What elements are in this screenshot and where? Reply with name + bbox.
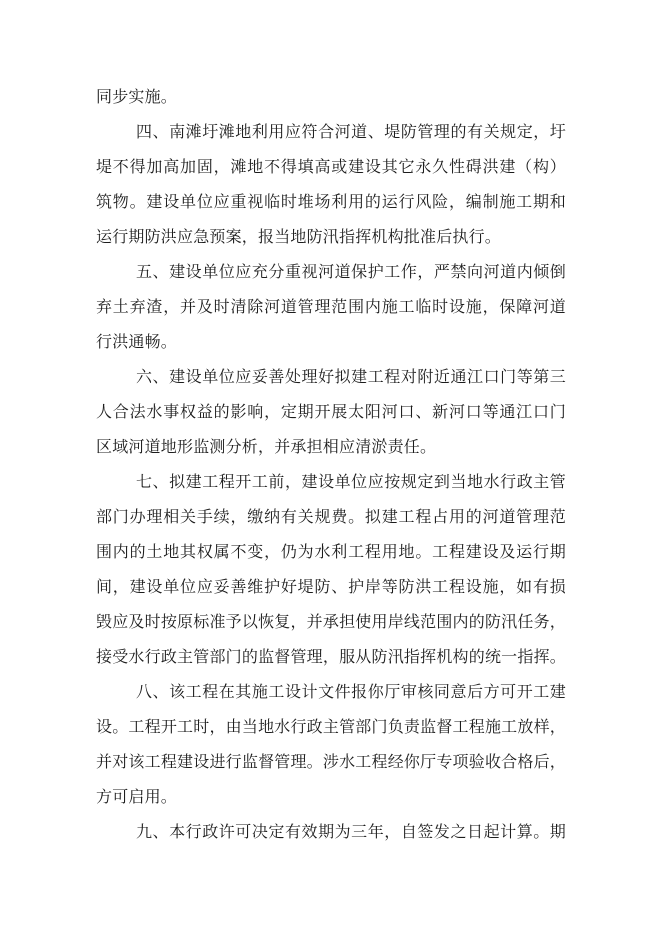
text-line: 筑物。建设单位应重视临时堆场利用的运行风险，编制施工期和 bbox=[96, 194, 566, 211]
text-line: 七、拟建工程开工前，建设单位应按规定到当地水行政主管 bbox=[136, 474, 566, 491]
document-body bbox=[96, 80, 566, 850]
text-line: 部门办理相关手续，缴纳有关规费。拟建工程占用的河道管理范 bbox=[96, 509, 566, 526]
text-line: 接受水行政主管部门的监督管理，服从防汛指挥机构的统一指挥。 bbox=[96, 649, 566, 666]
text-line: 毁应及时按原标准予以恢复，并承担使用岸线范围内的防汛任务， bbox=[96, 614, 566, 631]
text-line: 方可启用。 bbox=[96, 789, 178, 806]
item-8 bbox=[96, 675, 566, 815]
text-line: 六、建设单位应妥善处理好拟建工程对附近通江口门等第三 bbox=[136, 369, 566, 386]
item-7 bbox=[96, 465, 566, 675]
text-line: 运行期防洪应急预案，报当地防汛指挥机构批准后执行。 bbox=[96, 229, 502, 246]
paragraph-tail bbox=[96, 80, 566, 115]
item-5 bbox=[96, 255, 566, 360]
text-line: 围内的土地其权属不变，仍为水利工程用地。工程建设及运行期 bbox=[96, 544, 566, 561]
text-line: 弃土弃渣，并及时清除河道管理范围内施工临时设施，保障河道 bbox=[96, 299, 566, 316]
text-line: 行洪通畅。 bbox=[96, 334, 178, 351]
text-line: 同步实施。 bbox=[96, 89, 178, 106]
text-line: 并对该工程建设进行监督管理。涉水工程经你厅专项验收合格后， bbox=[96, 754, 566, 771]
text-line: 五、建设单位应充分重视河道保护工作，严禁向河道内倾倒 bbox=[136, 264, 566, 281]
text-line: 堤不得加高加固，滩地不得填高或建设其它永久性碍洪建（构） bbox=[96, 159, 566, 176]
item-9 bbox=[96, 815, 566, 850]
text-line: 间，建设单位应妥善维护好堤防、护岸等防洪工程设施，如有损 bbox=[96, 579, 566, 596]
text-line: 四、南滩圩滩地利用应符合河道、堤防管理的有关规定，圩 bbox=[136, 124, 566, 141]
text-line: 九、本行政许可决定有效期为三年，自签发之日起计算。期 bbox=[136, 824, 566, 841]
text-line: 人合法水事权益的影响，定期开展太阳河口、新河口等通江口门 bbox=[96, 404, 566, 421]
item-4 bbox=[96, 115, 566, 255]
text-line: 区域河道地形监测分析，并承担相应清淤责任。 bbox=[96, 439, 437, 456]
text-line: 设。工程开工时，由当地水行政主管部门负责监督工程施工放样， bbox=[96, 719, 566, 736]
text-line: 八、该工程在其施工设计文件报你厅审核同意后方可开工建 bbox=[136, 684, 566, 701]
item-6 bbox=[96, 360, 566, 465]
